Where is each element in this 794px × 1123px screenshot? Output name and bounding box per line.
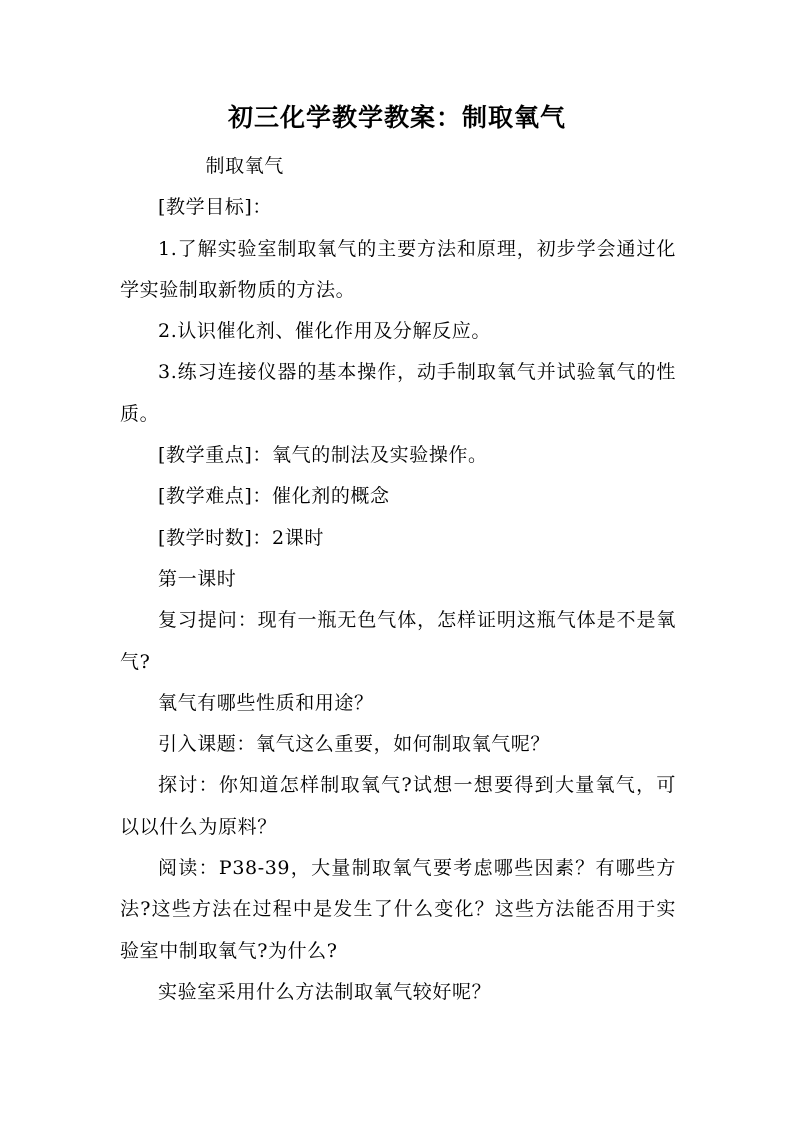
goal-item-3: 3.练习连接仪器的基本操作，动手制取氧气并试验氧气的性质。 <box>120 361 676 425</box>
lesson-heading: 第一课时 <box>158 567 237 590</box>
teaching-focus: [教学重点]：氧气的制法及实验操作。 <box>158 444 488 467</box>
teaching-difficulty: [教学难点]：催化剂的概念 <box>158 485 390 508</box>
review-question: 复习提问：现有一瓶无色气体，怎样证明这瓶气体是不是氧气? <box>120 609 676 673</box>
oxygen-properties-question: 氧气有哪些性质和用途？ <box>158 691 374 714</box>
document-body <box>120 146 676 1013</box>
discussion: 探讨：你知道怎样制取氧气?试想一想要得到大量氧气，可以以什么为原料？ <box>120 774 676 838</box>
teaching-hours: [教学时数]：2课时 <box>158 526 324 549</box>
introduce-topic: 引入课题：氧气这么重要，如何制取氧气呢？ <box>158 733 551 756</box>
goal-item-2: 2.认识催化剂、催化作用及分解反应。 <box>158 320 491 343</box>
goal-item-1: 1.了解实验室制取氧气的主要方法和原理，初步学会通过化学实验制取新物质的方法。 <box>120 237 676 301</box>
document-title: 初三化学教学教案：制取氧气 <box>227 103 566 132</box>
reading-task: 阅读：P38-39，大量制取氧气要考虑哪些因素？有哪些方法?这些方法在过程中是发生了什么变化？这些方法能否用于实验室中制取氧气?为什么? <box>120 857 676 962</box>
lab-method-question: 实验室采用什么方法制取氧气较好呢？ <box>158 980 492 1003</box>
section-subtitle: 制取氧气 <box>205 155 284 177</box>
teaching-goals-heading: [教学目标]： <box>158 196 273 219</box>
